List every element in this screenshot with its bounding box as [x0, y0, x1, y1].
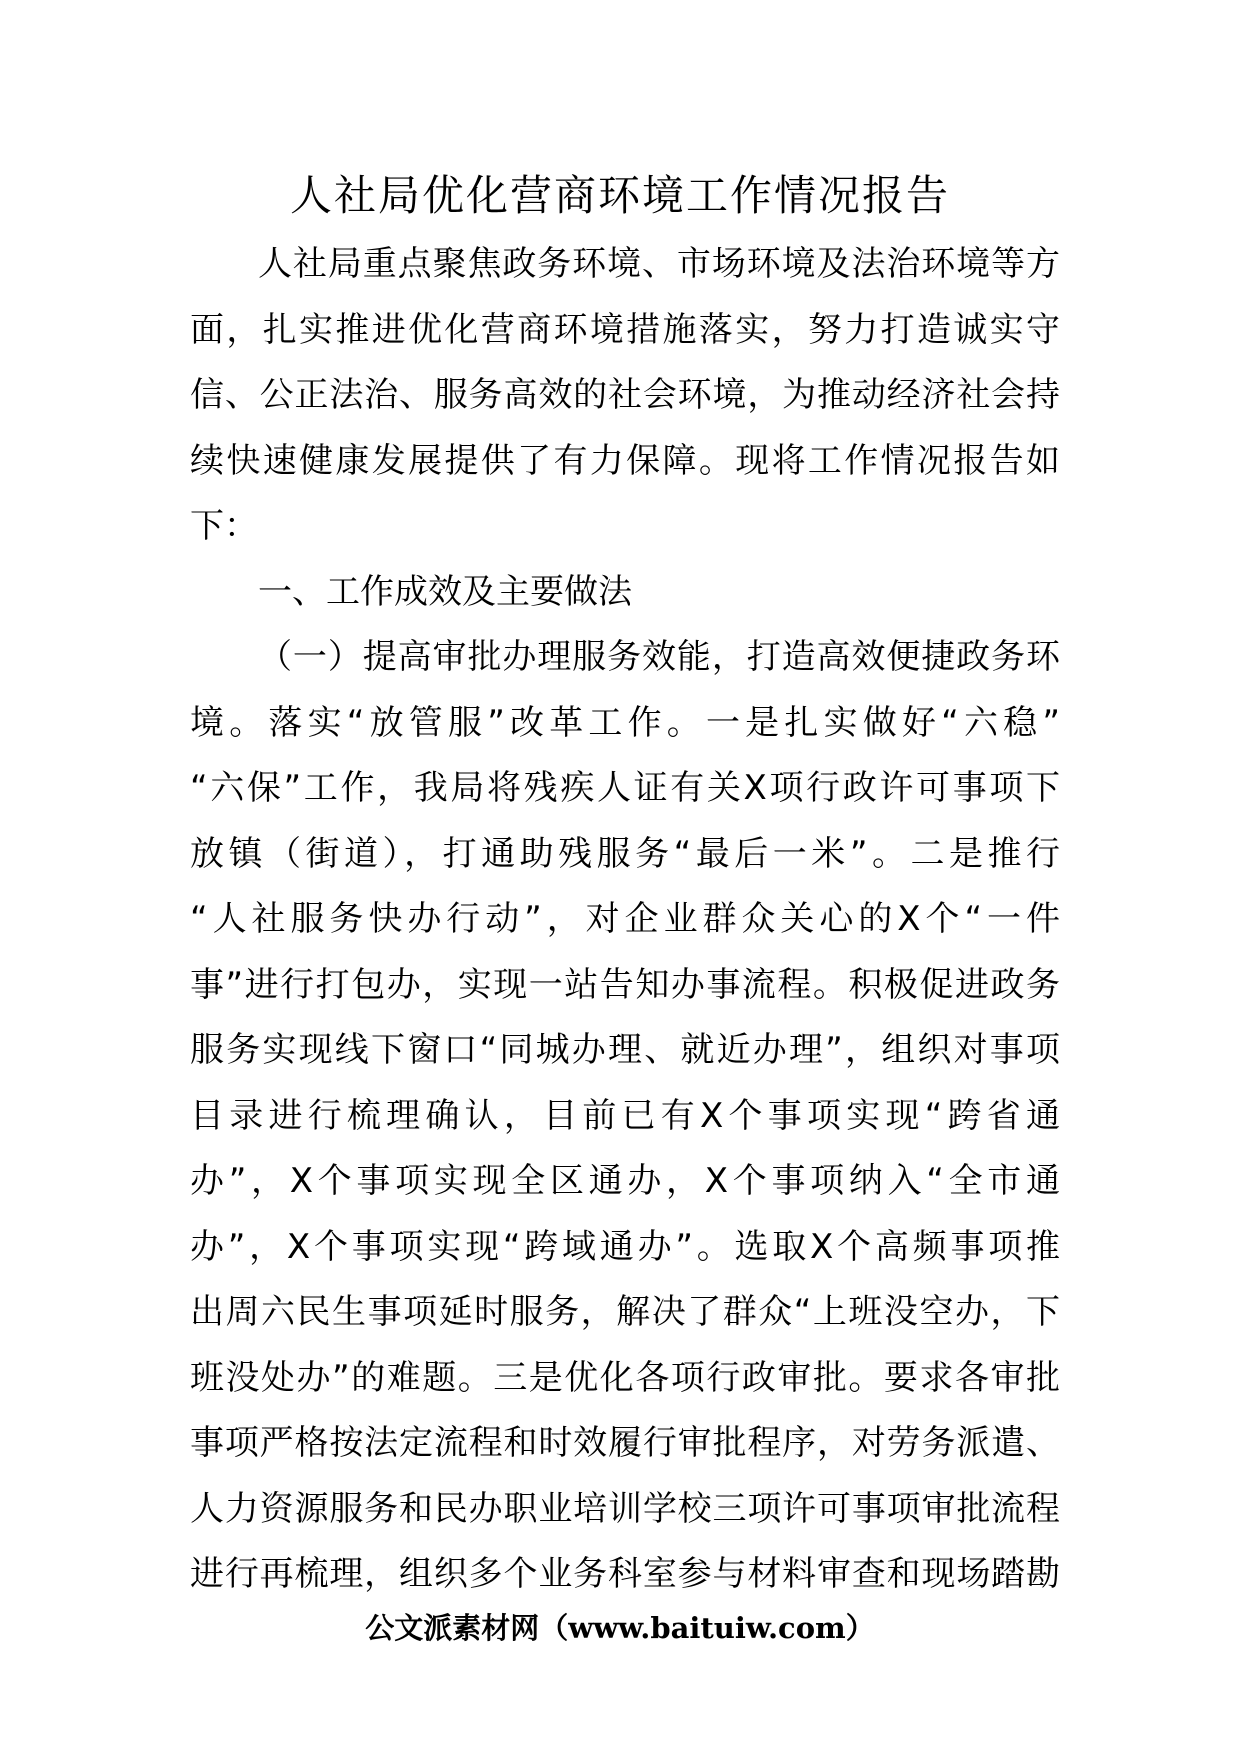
paragraph-line: （一）提高审批办理服务效能，打造高效便捷政务环 [258, 637, 1060, 677]
document-title: 人社局优化营商环境工作情况报告 [289, 171, 950, 220]
paragraph-line: 放镇（街道），打通助残服务“最后一米”。二是推行 [190, 833, 1060, 874]
paragraph-line: 人力资源服务和民办职业培训学校三项许可事项审批流程 [190, 1488, 1060, 1529]
document-body [190, 232, 1060, 1608]
paragraph-line: 续快速健康发展提供了有力保障。现将工作情况报告如 [190, 440, 1060, 481]
paragraph-line: 目录进行梳理确认，目前已有X个事项实现“跨省通 [190, 1095, 1060, 1136]
section-heading: 一、工作成效及主要做法 [258, 571, 632, 612]
paragraph-line: 境。落实“放管服”改革工作。一是扎实做好“六稳” [190, 702, 1060, 743]
footer-watermark-text: 公文派素材网（www.baituiw.com） [365, 1611, 875, 1645]
paragraph-line: 进行再梳理，组织多个业务科室参与材料审查和现场踏勘 [190, 1554, 1060, 1594]
paragraph-line: 人社局重点聚焦政务环境、市场环境及法治环境等方 [258, 244, 1060, 284]
paragraph-line: 信、公正法治、服务高效的社会环境，为推动经济社会持 [190, 375, 1060, 415]
paragraph-line: 服务实现线下窗口“同城办理、就近办理”，组织对事项 [190, 1030, 1060, 1070]
paragraph-line: “六保”工作，我局将残疾人证有关X项行政许可事项下 [190, 768, 1060, 808]
paragraph-line: 出周六民生事项延时服务，解决了群众“上班没空办，下 [190, 1292, 1060, 1332]
paragraph-line: 事项严格按法定流程和时效履行审批程序，对劳务派遣、 [190, 1423, 1060, 1463]
paragraph-line: 办”，X个事项实现“跨域通办”。选取X个高频事项推 [190, 1226, 1060, 1267]
paragraph-line: 面，扎实推进优化营商环境措施落实，努力打造诚实守 [190, 309, 1060, 350]
paragraph-line: 班没处办”的难题。三是优化各项行政审批。要求各审批 [190, 1357, 1060, 1398]
paragraph-line: 办”，X个事项实现全区通办，X个事项纳入“全市通 [190, 1161, 1060, 1201]
paragraph-line: 事”进行打包办，实现一站告知办事流程。积极促进政务 [190, 964, 1060, 1005]
paragraph-line: “人社服务快办行动”，对企业群众关心的X个“一件 [190, 899, 1060, 939]
paragraph-line: 下： [190, 506, 258, 546]
